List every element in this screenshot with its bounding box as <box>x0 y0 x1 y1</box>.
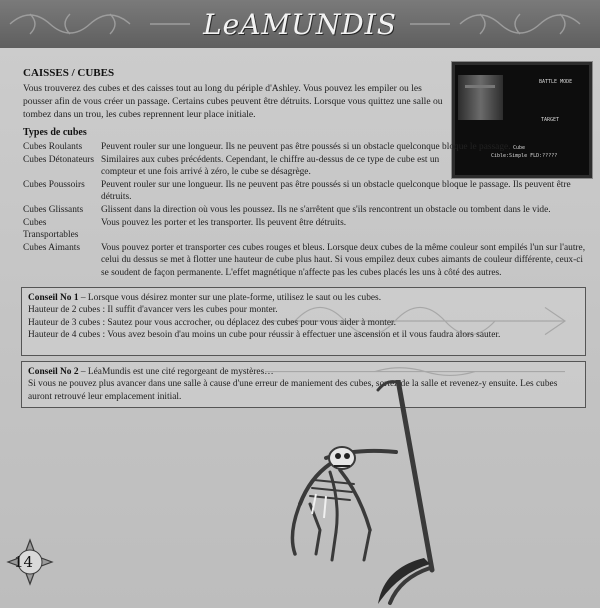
type-desc: Peuvent rouler sur une longueur. Ils ne peuvent pas être poussés si un obstacle quelconque bloque le passage. <box>101 142 511 152</box>
tip-2-body: Si vous ne pouvez plus avancer dans une salle à cause d'une erreur de maniement des cubes, sortez de la salle et revenez-y ensuite. Les cubes auront retrouvé leur emplacement initial. <box>28 379 558 402</box>
type-row <box>23 179 593 204</box>
tip-1-text: – Lorsque vous désirez monter sur une plate-forme, utilisez le saut ou les cubes. <box>78 293 382 303</box>
type-row <box>23 154 468 179</box>
screenshot-hud-bar <box>465 85 495 88</box>
type-row <box>23 242 593 280</box>
skeleton-scythe-illustration <box>270 380 470 608</box>
type-row <box>23 204 593 217</box>
section-heading: CAISSES / CUBES <box>23 67 115 79</box>
screenshot-scene <box>458 75 503 120</box>
type-desc: Vous pouvez porter et transporter ces cubes rouges et bleus. Lorsque deux cubes de la même couleur sont empilés l'un sur l'autre, celui du dessus se met à flotter une hauteur de cube plus haut. Si vous empilez deux cubes aimants de couleur différente, ceux-ci se soudent de façon permanente. L'effet magnétique n'affecte pas les cubes placés les uns à côté des autres. <box>101 242 586 278</box>
page-title: LeAMUNDIS <box>203 8 397 41</box>
type-name: Cubes Détonateurs <box>23 154 95 165</box>
screenshot-target-label: TARGET <box>541 117 560 123</box>
tip-2-text: – LéaMundis est une cité regorgeant de mystères… <box>78 367 274 377</box>
screenshot-battle-label: BATTLE MODE <box>539 79 573 85</box>
tip-1-line: Hauteur de 4 cubes : Vous avez besoin d'au moins un cube pour réussir à effectuer une ascension et il vous faudra alors sauter. <box>28 330 501 341</box>
type-row <box>23 141 593 154</box>
type-name: Cubes Transportables <box>23 217 79 241</box>
type-name: Cubes Poussoirs <box>23 179 85 190</box>
type-name: Cubes Aimants <box>23 242 81 253</box>
type-desc: Peuvent rouler sur une longueur. Ils ne peuvent pas être poussés si un obstacle quelconque bloque le passage. Ils peuvent être détruits. <box>101 179 571 203</box>
tip-2-heading <box>28 366 579 378</box>
type-desc: Vous pouvez les porter et les transporter. Ils peuvent être détruits. <box>101 217 347 228</box>
tip-1-label: Conseil No 1 <box>28 293 79 303</box>
section-intro: Vous trouverez des cubes et des caisses tout au long du périple d'Ashley. Vous pouvez les empiler ou les pousser afin de vous créer un passage. Certains cubes peuvent être détruits. Lorsque vous quittez une salle ou tombez dans un trou, les cubes reprennent leur place initiale. <box>23 83 443 120</box>
type-name: Cubes Roulants <box>23 142 83 152</box>
screenshot-status-label: Cible:Simple FLD:????? <box>491 153 558 159</box>
types-list <box>23 141 593 280</box>
tip-box-1 <box>21 287 586 356</box>
type-desc: Similaires aux cubes précédents. Cependant, le chiffre au-dessus de ce type de cube est un compteur et une fois arrivé à zéro, le cube se désagrège. <box>101 154 440 178</box>
tip-1-line: Hauteur de 2 cubes : Il suffit d'avancer vers les cubes pour monter. <box>28 305 278 316</box>
page-number: 14 <box>14 553 34 571</box>
tip-1-line: Hauteur de 3 cubes : Sautez pour vous accrocher, ou déplacez des cubes pour vous aider à monter. <box>28 317 396 328</box>
header-band <box>0 0 600 48</box>
type-name: Cubes Glissants <box>23 204 84 215</box>
type-desc: Glissent dans la direction où vous les poussez. Ils ne s'arrêtent que s'ils rencontrent un obstacle ou tombent dans le vide. <box>101 204 551 215</box>
screenshot-cube-label: Cube <box>513 145 526 151</box>
types-heading: Types de cubes <box>23 127 87 138</box>
type-row <box>23 217 593 242</box>
tip-1-heading <box>28 292 579 304</box>
tip-2-label: Conseil No 2 <box>28 367 79 377</box>
